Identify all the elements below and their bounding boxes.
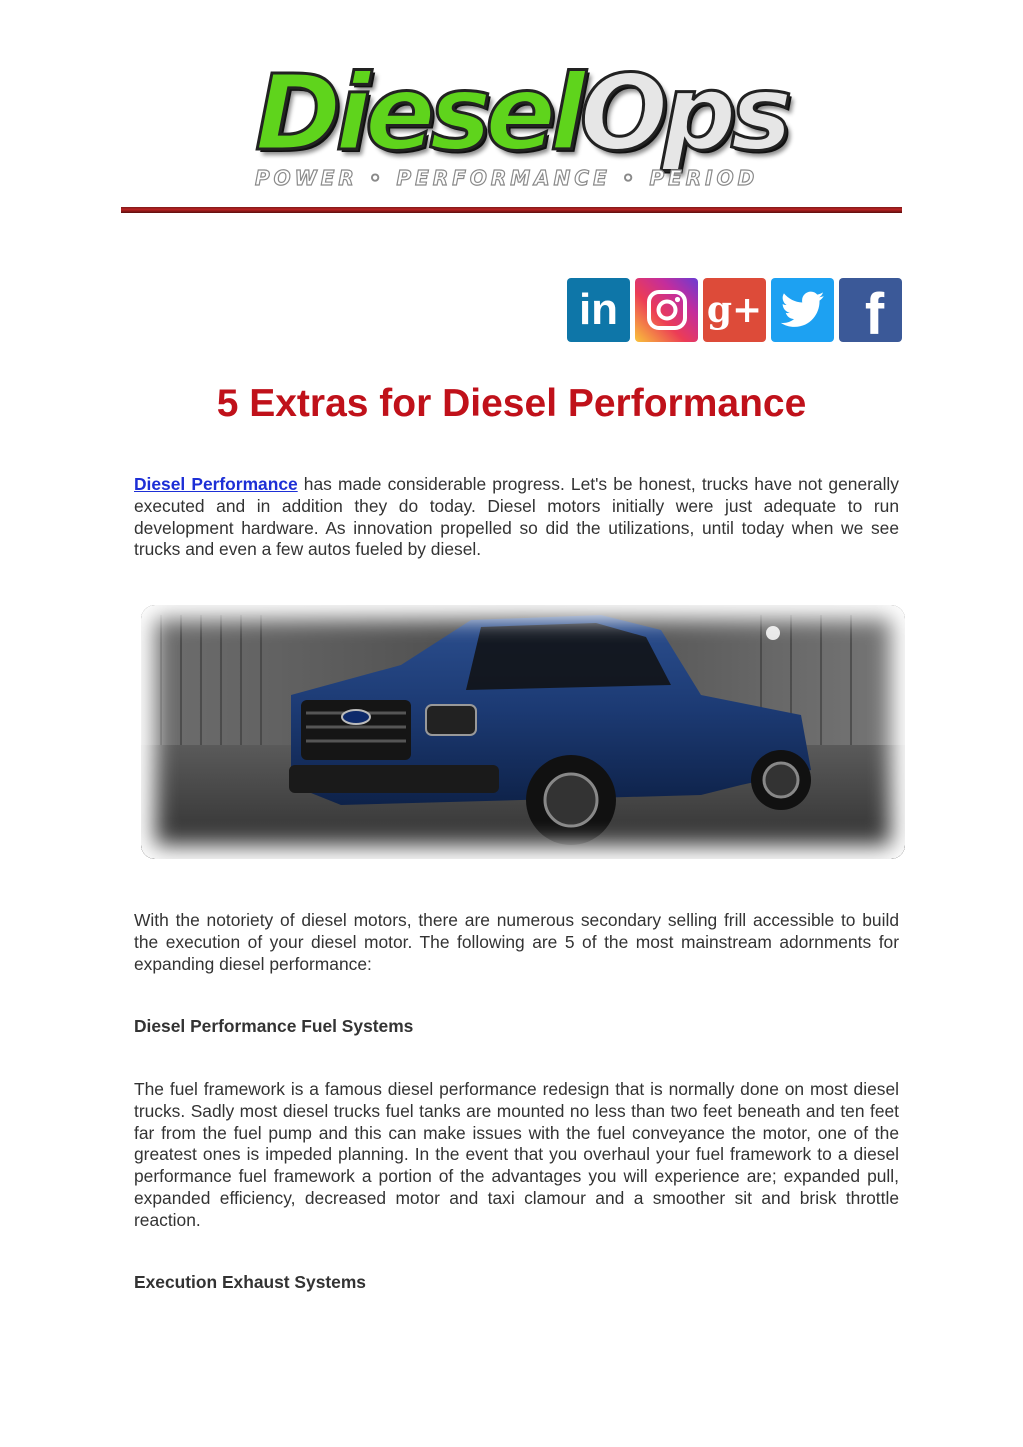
logo-tagline: POWER ◦ PERFORMANCE ◦ PERIOD <box>255 166 759 190</box>
twitter-icon[interactable] <box>771 278 834 342</box>
paragraph-3: The fuel framework is a famous diesel performance redesign that is normally done on most diesel trucks. Sadly most diesel trucks fuel tanks are mounted no less than two feet beneath and ten feet far from the fuel pump and this can make issues with the fuel conveyance the motor, one of the greatest ones is impeded planning. In the event that you overhaul your fuel framework to a diesel performance fuel framework a portion of the advantages you will experience are; expanded pull, expanded efficiency, decreased motor and taxi clamour and a smoother sit and brisk throttle reaction. <box>134 1079 899 1230</box>
instagram-icon[interactable] <box>635 278 698 342</box>
heading-exhaust-systems: Execution Exhaust Systems <box>134 1272 366 1292</box>
logo-word-ops: Ops <box>579 52 787 174</box>
site-logo[interactable] <box>255 52 787 193</box>
googleplus-icon[interactable] <box>703 278 766 342</box>
linkedin-icon[interactable] <box>567 278 630 342</box>
social-links <box>567 278 902 347</box>
paragraph-2: With the notoriety of diesel motors, there are numerous secondary selling frill accessible to build the execution of your diesel motor. The following are 5 of the most mainstream adornments for expanding diesel performance: <box>134 910 899 974</box>
diesel-performance-link[interactable]: Diesel Performance <box>134 474 298 494</box>
facebook-icon[interactable] <box>839 278 902 347</box>
facebook-label: f <box>864 282 885 347</box>
instagram-glyph <box>645 288 689 332</box>
linkedin-label: in <box>578 285 619 334</box>
logo-wordmark <box>255 52 787 174</box>
twitter-bird-glyph <box>781 291 825 329</box>
googleplus-label: g+ <box>706 289 763 331</box>
intro-text: has made considerable progress. Let's be honest, trucks have not generally executed and in addition they do today. Diesel motors initially were just adequate to run development hardware. As innovation propelled so did the utilizations, until today when we see trucks and even a few autos fueled by diesel. <box>134 474 899 560</box>
truck-illustration <box>141 605 905 859</box>
truck-photo <box>141 605 905 859</box>
logo-word-diesel: Diesel <box>255 52 580 174</box>
heading-fuel-systems: Diesel Performance Fuel Systems <box>134 1016 414 1036</box>
header-divider <box>121 207 902 213</box>
page-title: 5 Extras for Diesel Performance <box>216 382 807 425</box>
intro-paragraph <box>134 474 899 561</box>
